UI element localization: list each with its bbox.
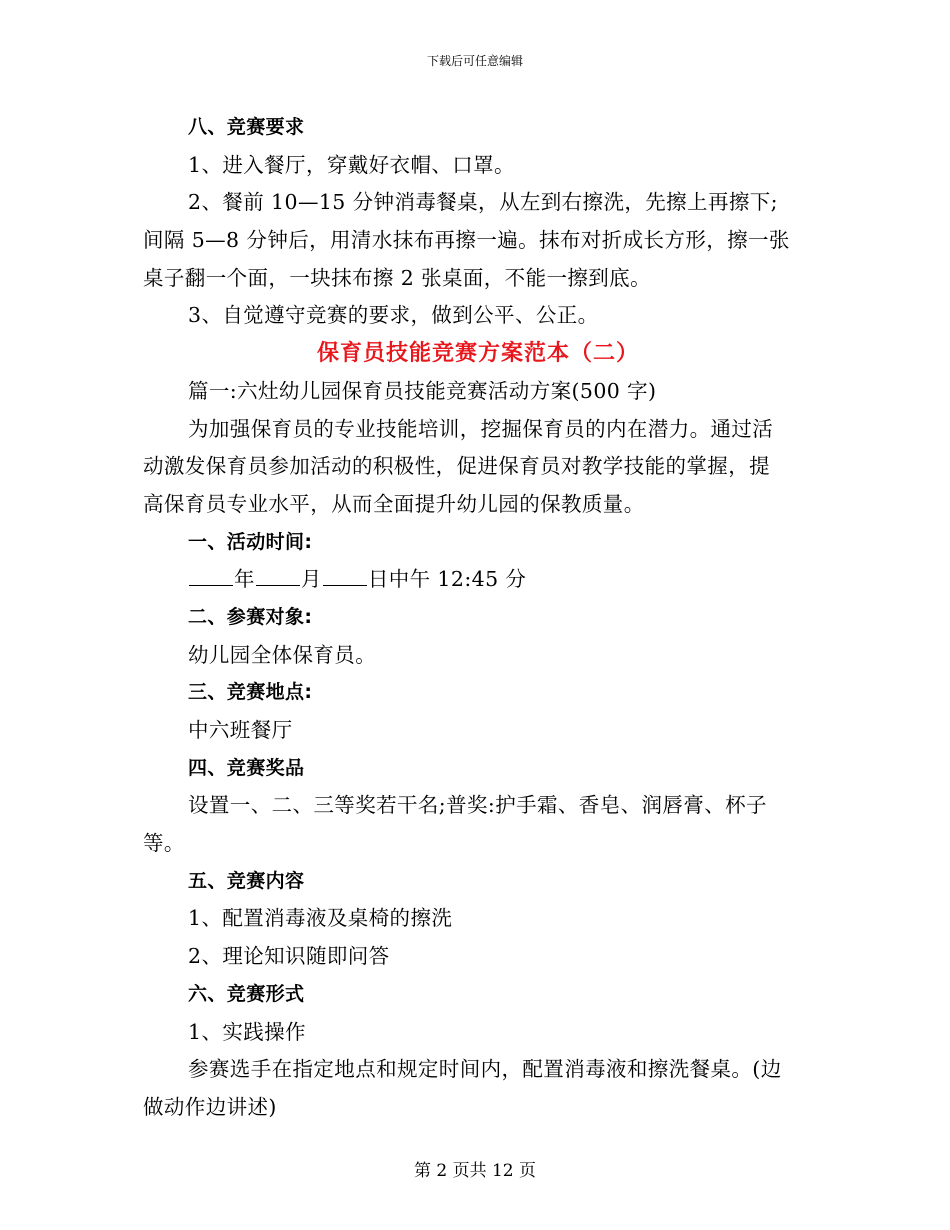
section-5-heading: 五、竞赛内容 xyxy=(188,869,305,892)
day-blank xyxy=(323,565,367,586)
section-6-text-line-2: 做动作边讲述) xyxy=(143,1094,277,1119)
year-blank xyxy=(189,565,233,586)
day-time-label: 日中午 12:45 分 xyxy=(367,567,527,592)
section-6-item-1: 1、实践操作 xyxy=(188,1019,306,1044)
document-title: 保育员技能竞赛方案范本（二） xyxy=(316,341,639,367)
section-4-heading: 四、竞赛奖品 xyxy=(188,756,305,779)
page-footer: 第 2 页共 12 页 xyxy=(413,1161,537,1181)
intro-line-2: 动激发保育员参加活动的积极性，促进保育员对教学技能的掌握，提 xyxy=(143,454,770,479)
section-8-item-1: 1、进入餐厅，穿戴好衣帽、口罩。 xyxy=(188,152,515,177)
section-8-item-3: 3、自觉遵守竞赛的要求，做到公平、公正。 xyxy=(188,303,599,328)
section-8-item-2-line-3: 桌子翻一个面，一块抹布擦 2 张桌面，不能一擦到底。 xyxy=(143,265,651,290)
section-1-heading: 一、活动时间: xyxy=(188,530,313,553)
section-5-item-2: 2、理论知识随即问答 xyxy=(188,944,390,969)
section-5-item-1: 1、配置消毒液及桌椅的擦洗 xyxy=(188,906,453,931)
section-8-item-2-line-2: 间隔 5—8 分钟后，用清水抹布再擦一遍。抹布对折成长方形，擦一张 xyxy=(143,228,790,253)
section-6-heading: 六、竞赛形式 xyxy=(188,982,305,1005)
section-3-text: 中六班餐厅 xyxy=(188,718,293,742)
intro-line-1: 为加强保育员的专业技能培训，挖掘保育员的内在潜力。通过活 xyxy=(188,416,774,441)
section-6-text-line-1: 参赛选手在指定地点和规定时间内，配置消毒液和擦洗餐桌。(边 xyxy=(188,1057,782,1082)
month-blank xyxy=(256,565,300,586)
month-label: 月 xyxy=(300,567,322,592)
subtitle: 篇一:六灶幼儿园保育员技能竞赛活动方案(500 字) xyxy=(188,378,657,403)
activity-time-line xyxy=(143,561,813,599)
section-2-text: 幼儿园全体保育员。 xyxy=(188,642,377,667)
page-header: 下载后可任意编辑 xyxy=(426,54,523,68)
section-4-text-line-2: 等。 xyxy=(143,831,185,856)
year-label: 年 xyxy=(234,567,255,592)
section-8-heading: 八、竞赛要求 xyxy=(188,116,305,138)
section-2-heading: 二、参赛对象: xyxy=(188,605,313,628)
document-body xyxy=(143,109,813,1127)
intro-line-3: 高保育员专业水平，从而全面提升幼儿园的保教质量。 xyxy=(143,491,645,516)
section-3-heading: 三、竞赛地点: xyxy=(188,681,313,704)
section-8-item-2-line-1: 2、餐前 10—15 分钟消毒餐桌，从左到右擦洗，先擦上再擦下; xyxy=(188,190,778,215)
section-4-text-line-1: 设置一、二、三等奖若干名;普奖:护手霜、香皂、润唇膏、杯子 xyxy=(188,793,767,818)
